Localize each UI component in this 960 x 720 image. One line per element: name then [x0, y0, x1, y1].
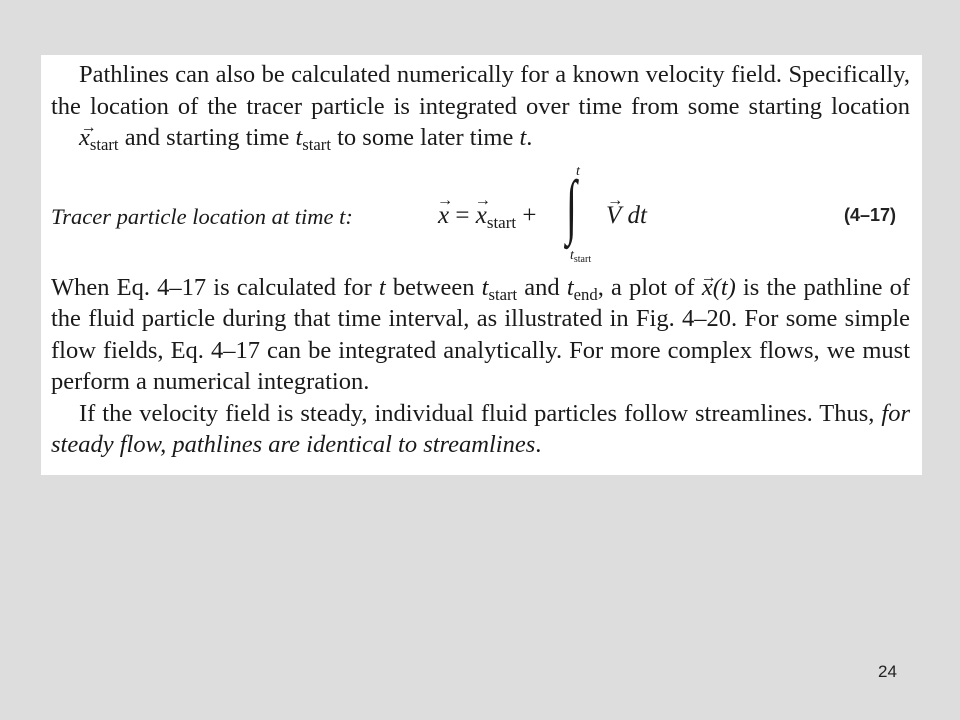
start-subscript: start [488, 284, 518, 304]
equation-lhs-and-terms [438, 202, 536, 230]
paragraph2-text-d: , a plot of [597, 273, 702, 301]
t-symbol: t [481, 273, 489, 301]
paragraph2-text-c: and [517, 273, 567, 301]
emphasis-text: for steady flow, pathlines are identical to streamlines [51, 399, 910, 458]
t-symbol: t [378, 273, 386, 301]
x-start-vector-symbol: → x [476, 202, 487, 230]
t-symbol: t [519, 124, 527, 151]
start-subscript: start [89, 134, 119, 154]
start-subscript: start [302, 134, 331, 154]
equals-sign: = [455, 201, 470, 229]
paragraph1-text-d: . [526, 124, 533, 151]
equation-number: (4–17) [843, 204, 896, 225]
plus-sign: + [522, 201, 537, 229]
equation-math [426, 163, 686, 268]
paragraph-eq-calculation [51, 272, 910, 398]
t-symbol: t [295, 124, 303, 151]
paragraph-steady-flow [51, 398, 910, 461]
textbook-excerpt [41, 55, 922, 475]
integral-sign: ∫ [566, 165, 577, 246]
paragraph2-text-a: When Eq. 4–17 is calculated for [51, 273, 379, 301]
t-symbol: t [566, 273, 574, 301]
velocity-vector-symbol: → V [606, 202, 621, 230]
page-number: 24 [878, 662, 897, 681]
paragraph-pathlines-numerical [51, 59, 910, 154]
integral-lower-limit [570, 248, 591, 264]
equation-4-17 [51, 163, 910, 268]
paragraph2-text-e: is the pathline of the fluid particle during that time interval, as illustrated in Fig. 4–20. For some simple flow fields, Eq. 4–17 can be integrated analytically. For more complex flows, we must perform a numerical integration. [51, 273, 910, 395]
x-vector-symbol: → x [438, 202, 449, 230]
lower-limit-t: t [570, 247, 574, 263]
lower-limit-subscript: start [573, 253, 592, 265]
equation-caption: Tracer particle location at time t: [51, 203, 353, 229]
of-t-symbol: (t) [712, 273, 736, 301]
paragraph3-text-b: . [535, 431, 542, 458]
x-vector-symbol: → x [702, 272, 713, 304]
paragraph1-text-b: and starting time [118, 124, 296, 151]
integrand [606, 202, 647, 230]
x-vector-symbol: → x [51, 122, 90, 154]
paragraph3-text-a: If the velocity field is steady, individual fluid particles follow streamlines. Thus, [79, 399, 882, 427]
x-start-subscript: start [486, 212, 517, 232]
dt-symbol: dt [627, 201, 647, 229]
end-subscript: end [573, 284, 598, 304]
paragraph1-text-a: Pathlines can also be calculated numerically for a known velocity field. Specifically, the location of the tracer particle is integrated over time from some starting location [51, 61, 910, 120]
paragraph1-text-c: to some later time [330, 124, 520, 151]
paragraph2-text-b: between [385, 273, 482, 301]
integral-upper-limit: t [576, 163, 580, 179]
